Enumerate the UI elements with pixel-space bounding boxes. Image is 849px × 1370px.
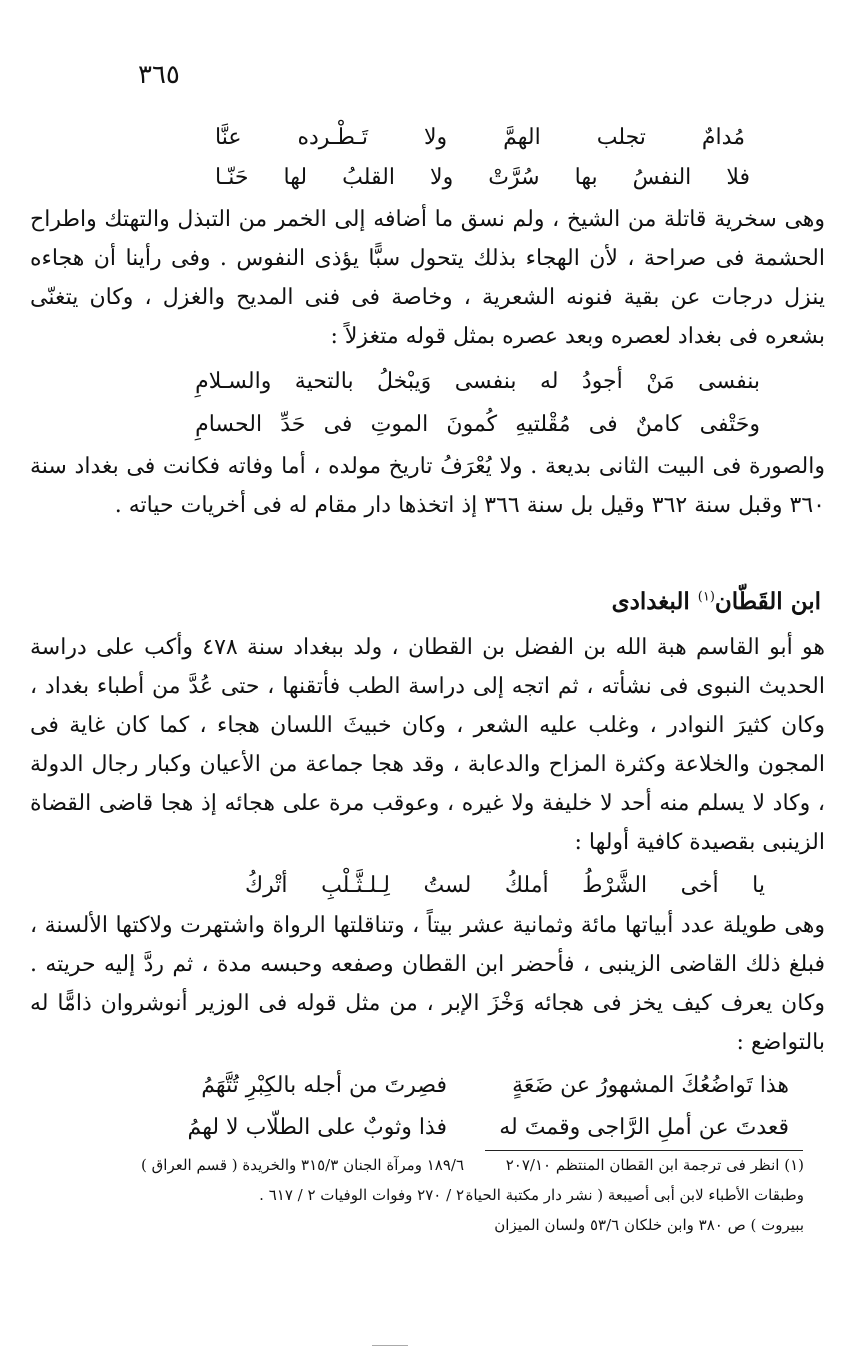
verse-word: فلا xyxy=(726,165,750,190)
verse-line xyxy=(195,362,760,402)
verse-word: كُمونَ xyxy=(446,412,498,437)
verse-word: القلبُ xyxy=(342,165,395,190)
verse-word: لستُ xyxy=(423,873,472,898)
verse-word: كامنٌ xyxy=(635,412,682,437)
verse-word: مُدامٌ xyxy=(701,125,745,150)
verse-word: وحَتْفى xyxy=(699,412,760,437)
verse-word: بنفسى xyxy=(454,369,517,394)
verse-word: مَنْ xyxy=(646,369,675,394)
verse-word: بنفسى xyxy=(698,369,760,394)
verse-word: يا xyxy=(752,873,765,898)
verse-hemistich: هذا تَواضُعُكَ المشهورُ عن ضَعَةٍ xyxy=(512,1073,789,1098)
heading-nisba: البغدادى xyxy=(611,588,690,615)
verse-word: أملكُ xyxy=(504,873,549,898)
footnote-line: وطبقات الأطباء لابن أبى أصيبعة ( نشر دار مكتبة الحياة xyxy=(465,1186,804,1204)
verse-hemistich: فذا وثوبٌ على الطلّاب لا لهمُ xyxy=(187,1115,447,1140)
verse-word: لها xyxy=(283,165,308,190)
verse-line xyxy=(195,405,760,445)
verse-word: أخى xyxy=(680,873,719,898)
verse-line xyxy=(215,158,750,198)
verse-word: أتْركُ xyxy=(245,873,288,898)
verse-word: النفسُ xyxy=(632,165,692,190)
verse-word: الهمَّ xyxy=(503,125,541,150)
footnote-reference: (١) xyxy=(697,589,715,605)
verse-word: مُقْلتيهِ xyxy=(515,412,571,437)
verse-word: سُرَّتْ xyxy=(488,165,540,190)
verse-word: وَيبْخلُ xyxy=(377,369,432,394)
verse-hemistich: فصِرتَ من أجله بالكِبْرِ تُتَّهَمُ xyxy=(201,1073,447,1098)
verse-word: بالتحية xyxy=(294,369,354,394)
paragraph: وهى طويلة عدد أبياتها مائة وثمانية عشر بيتاً ، وتناقلتها الرواة واشتهرت ولاكتها الألسنة ، فبلغ ذلك القاضى الزينبى ، فأحضر ابن القطان وصفعه وحبسه مدة ، ثم ردَّ إليه حريته . وكان يعرف كيف يخز فى هجائه وَخْزَ الإبر ، من مثل قوله فى الوزير أنوشروان ذامًّا له بالتواضع : xyxy=(30,913,825,1055)
verse-word: ولا xyxy=(423,125,448,150)
verse-line xyxy=(245,866,765,906)
verse-word: فى xyxy=(588,412,618,437)
verse-word: له xyxy=(539,369,559,394)
verse-word: والسـلامِ xyxy=(195,369,272,394)
paragraph: وهى سخرية قاتلة من الشيخ ، ولم نسق ما أضافه إلى الخمر من التبذل والتهتك واطراح الحشمة فى صراحة ، لأن الهجاء بذلك يتحول سبًّا يؤذى النفوس . وفى رأينا أن هجاءه ينزل درجات عن بقية فنونه الشعرية ، وخاصة فى فنى المديح والغزل ، وكان يتغنّى بشعره فى بغداد لعصره وبعد عصره بمثل قوله متغزلاً : xyxy=(30,207,825,349)
verse-word: فى xyxy=(323,412,353,437)
verse-line xyxy=(215,118,745,158)
verse-word: عنَّا xyxy=(215,125,242,150)
verse-word: الشَّرْطُ xyxy=(582,873,648,898)
verse-word: لِـلـثَّـلْبِ xyxy=(321,873,390,898)
verse-word: حَنّـا xyxy=(215,165,249,190)
verse-word: بها xyxy=(574,165,598,190)
section-heading xyxy=(612,588,821,615)
verse-word: تجلب xyxy=(596,125,646,150)
verse-word: ولا xyxy=(430,165,454,190)
page-number: ٣٦٥ xyxy=(138,60,180,90)
verse-hemistich: قعدتَ عن أملِ الرَّاجى وقمتَ له xyxy=(499,1115,789,1140)
footnote-line: ببيروت ) ص ٣٨٠ وابن خلكان ٥٣/٦ ولسان الميزان xyxy=(494,1216,804,1234)
verse-word: حَدِّ xyxy=(280,412,306,437)
paragraph: هو أبو القاسم هبة الله بن الفضل بن القطان ، ولد ببغداد سنة ٤٧٨ وأكب على دراسة الحديث النبوى فى نشأته ، ثم اتجه إلى دراسة الطب فأتقنها ، حتى عُدَّ من أطباء بغداد ، وكان كثيرَ النوادر ، وغلب عليه الشعر ، وكان خبيثَ اللسان هجاء ، كما كان غاية فى المجون والخلاعة وكثرة المزاح والدعابة ، وقد هجا جماعة من الأعيان وكبار رجال الدولة ، وكاد لا يسلم منه أحد لا خليفة ولا غيره ، وعوقب مرة على هجائه إذ هجا قاضى القضاة الزينبى بقصيدة كافية أولها : xyxy=(30,635,825,855)
verse-word: الحسامِ xyxy=(195,412,263,437)
verse-word: تَـطْـرده xyxy=(297,125,368,150)
footnote-line: ٢ / ٢٧٠ وفوات الوفيات ٢ / ٦١٧ . xyxy=(259,1186,464,1204)
footnote-line: ١٨٩/٦ ومرآة الجنان ٣١٥/٣ والخريدة ( قسم العراق ) xyxy=(141,1156,464,1174)
paragraph: والصورة فى البيت الثانى بديعة . ولا يُعْرَفُ تاريخ مولده ، أما وفاته فكانت فى بغداد سنة ٣٦٠ وقبل سنة ٣٦٢ وقيل بل سنة ٣٦٦ إذ اتخذها دار مقام له فى أخريات حياته . xyxy=(30,454,825,518)
heading-name: ابن القَطّان xyxy=(714,588,821,615)
footnote-line: (١) انظر فى ترجمة ابن القطان المنتظم ٢٠٧/١٠ xyxy=(505,1156,804,1174)
verse-word: الموتِ xyxy=(370,412,429,437)
verse-word: أجودُ xyxy=(581,369,623,394)
page-bottom-mark xyxy=(372,1345,408,1346)
